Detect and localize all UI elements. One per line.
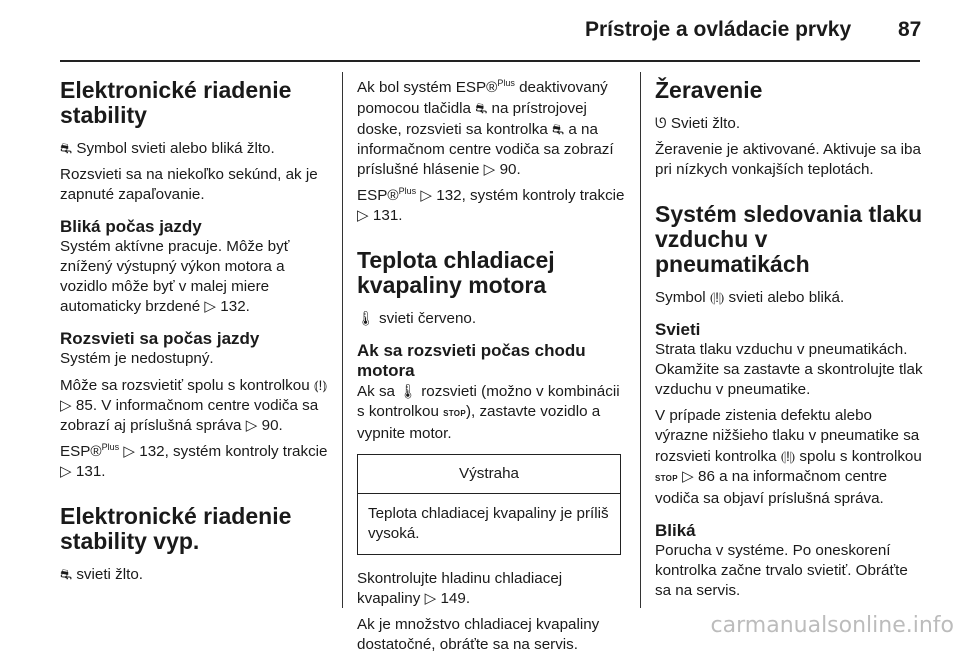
column-divider bbox=[342, 72, 343, 608]
esp-off-icon: ⛐ bbox=[60, 566, 73, 582]
column-left bbox=[60, 78, 330, 591]
column-middle bbox=[357, 78, 627, 661]
warning-box bbox=[357, 454, 621, 555]
brake-warning-icon: ⦅!⦆ bbox=[313, 377, 328, 393]
arrow-triangle-icon: ▷ bbox=[357, 207, 369, 224]
column-divider bbox=[640, 72, 641, 608]
paragraph: 🌡 svieti červeno. bbox=[357, 310, 477, 327]
arrow-triangle-icon: ▷ bbox=[204, 298, 217, 315]
coolant-temperature-icon: 🌡 bbox=[399, 383, 417, 399]
paragraph: Ak sa 🌡 rozsvieti (možno v kombinácii s kontrolkou STOP), zastavte vozidlo a vypnite motor. bbox=[357, 383, 620, 442]
paragraph: ᘎ Svieti žlto. bbox=[655, 115, 741, 132]
paragraph: Žeravenie je aktivované. Aktivuje sa iba pri nízkych vonkajších teplotách. bbox=[655, 141, 921, 178]
paragraph: Systém je nedostupný. bbox=[60, 350, 214, 367]
tire-pressure-icon: ⦇!⦈ bbox=[780, 448, 796, 464]
heading-zeravenie: Žeravenie bbox=[655, 77, 763, 103]
arrow-triangle-icon: ▷ bbox=[245, 417, 258, 434]
arrow-triangle-icon: ▷ bbox=[420, 187, 433, 204]
stop-icon: STOP bbox=[655, 474, 678, 483]
esp-off-icon: ⛐ bbox=[475, 100, 488, 116]
heading-teplota: Teplota chladiacej kvapaliny motora bbox=[357, 247, 555, 298]
stop-icon: STOP bbox=[443, 409, 466, 418]
arrow-triangle-icon: ▷ bbox=[483, 161, 496, 178]
arrow-triangle-icon: ▷ bbox=[60, 463, 72, 480]
paragraph: ESP®$^{Plus}$ ▷ 132, systém kontroly trakcie ▷ 131. bbox=[60, 441, 328, 480]
heading-svieti: Svieti bbox=[655, 320, 701, 339]
heading-tpms: Systém sledovania tlaku vzduchu v pneumatikách bbox=[655, 201, 923, 277]
arrow-triangle-icon: ▷ bbox=[682, 468, 694, 485]
esp-skid-car-icon: ⛐ bbox=[60, 140, 73, 156]
paragraph: Môže sa rozsvietiť spolu s kontrolkou ⦅!⦆ ▷ 85. V informačnom centre vodiča sa zobrazí aj príslušná správa ▷ 90. bbox=[60, 377, 328, 434]
column-right bbox=[655, 78, 925, 607]
paragraph: Ak bol systém ESP®$^{Plus}$ deaktivovaný pomocou tlačidla ⛐ na prístrojovej doske, rozsvieti sa kontrolka ⛐ a na informačnom centre vodiča sa zobrazí príslušné hlásenie ▷ 90. bbox=[357, 77, 614, 178]
header-rule bbox=[60, 60, 920, 62]
page-number: 87 bbox=[898, 18, 922, 41]
heading-esp-off: Elektronické riadenie stability vyp. bbox=[60, 503, 292, 554]
paragraph: Rozsvieti sa na niekoľko sekúnd, ak je zapnuté zapaľovanie. bbox=[60, 166, 318, 203]
esp-off-icon: ⛐ bbox=[552, 121, 565, 137]
arrow-triangle-icon: ▷ bbox=[123, 443, 136, 460]
paragraph: ESP®$^{Plus}$ ▷ 132, systém kontroly trakcie ▷ 131. bbox=[357, 185, 625, 224]
heading-esp: Elektronické riadenie stability bbox=[60, 77, 292, 128]
paragraph: ⛐ Symbol svieti alebo bliká žlto. bbox=[60, 140, 275, 157]
warning-body: Teplota chladiacej kvapaliny je príliš vysoká. bbox=[368, 505, 609, 542]
arrow-triangle-icon: ▷ bbox=[60, 397, 72, 414]
heading-blika-pocas-jazdy: Bliká počas jazdy bbox=[60, 217, 202, 236]
paragraph: Systém aktívne pracuje. Môže byť znížený výstupný výkon motora a vozidlo môže byť v malej miere automaticky brzdené ▷ 132. bbox=[60, 238, 290, 315]
tire-pressure-icon: ⦇!⦈ bbox=[709, 289, 725, 305]
heading-rozsvieti-pocas-jazdy: Rozsvieti sa počas jazdy bbox=[60, 329, 260, 348]
paragraph: Porucha v systéme. Po oneskorení kontrolka začne trvalo svietiť. Obráťte sa na servis. bbox=[655, 542, 908, 599]
watermark-url: carmanualsonline.info bbox=[710, 613, 954, 638]
paragraph: Strata tlaku vzduchu v pneumatikách. Okamžite sa zastavte a skontrolujte tlak vzduchu v pneumatike. bbox=[655, 341, 923, 398]
page-header-title: Prístroje a ovládacie prvky bbox=[585, 18, 852, 41]
paragraph: V prípade zistenia defektu alebo výrazne nižšieho tlaku v pneumatike sa rozsvieti kontrolka ⦇!⦈ spolu s kontrolkou STOP ▷ 86 a na informačnom centre vodiča sa objaví príslušná správa. bbox=[655, 407, 922, 507]
coolant-temperature-icon: 🌡 bbox=[357, 310, 375, 326]
paragraph: ⛐ svieti žlto. bbox=[60, 566, 144, 583]
page-header bbox=[0, 0, 960, 60]
heading-ak-sa-rozsvieti: Ak sa rozsvieti počas chodu motora bbox=[357, 341, 586, 380]
paragraph: Skontrolujte hladinu chladiacej kvapaliny ▷ 149. bbox=[357, 570, 563, 607]
paragraph: Symbol ⦇!⦈ svieti alebo bliká. bbox=[655, 289, 845, 306]
warning-title: Výstraha bbox=[358, 455, 620, 494]
arrow-triangle-icon: ▷ bbox=[424, 590, 437, 607]
heading-blika: Bliká bbox=[655, 521, 696, 540]
paragraph: Ak je množstvo chladiacej kvapaliny dostatočné, obráťte sa na servis. bbox=[357, 616, 600, 653]
glow-plug-coil-icon: ᘎ bbox=[655, 115, 667, 131]
